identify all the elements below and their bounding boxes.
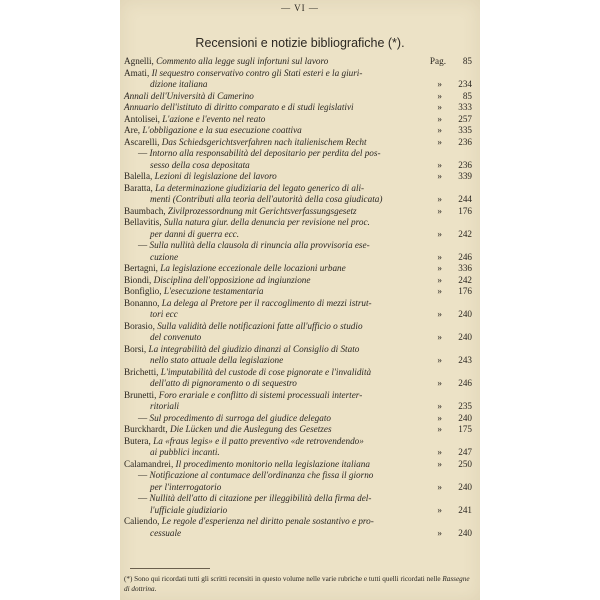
entry-title: Il procedimento monitorio nella legislazione italiana: [175, 458, 370, 469]
entry-page: 336: [458, 263, 472, 273]
ditto-mark: »: [437, 102, 442, 112]
entry-title: Foro erariale e conflitto di sistemi processuali interter-: [158, 389, 363, 400]
entry-title: Sulla nullità della clausola di rinuncia alla provvisoria ese-: [149, 240, 370, 250]
entry-title-continuation: tori ecc: [150, 309, 178, 319]
entry-page: 236: [458, 136, 472, 147]
index-entry: [124, 321, 474, 344]
entry-page: 339: [458, 171, 472, 181]
entry-author: —: [138, 412, 150, 423]
index-entry: [124, 240, 474, 263]
entry-title-continuation: menti (Contributi alla teoria dell'autorità della cosa giudicata): [150, 194, 383, 204]
index-entry: [124, 286, 474, 298]
entry-page: 333: [458, 102, 472, 112]
entry-page: 240: [458, 309, 472, 319]
entry-author: Ascarelli,: [124, 136, 162, 147]
entry-title-continuation: ritoriali: [150, 401, 180, 411]
entry-page: 246: [458, 251, 472, 262]
footnote-emphasis: Rassegne di dottrina: [124, 575, 470, 593]
entry-title: La integrabilità del giudizio dinanzi al Consiglio di Stato: [148, 343, 360, 354]
entry-author: Balella,: [124, 171, 155, 181]
entry-author: Brichetti,: [124, 366, 161, 377]
entry-title: Annali dell'Università di Camerino: [124, 90, 254, 101]
entry-title-continuation: per danni di guerra ecc.: [150, 228, 240, 239]
index-entry: [124, 183, 474, 206]
entry-author: —: [138, 148, 150, 158]
ditto-mark: »: [437, 424, 442, 434]
index-entry: [124, 171, 474, 183]
entry-title: Intorno alla responsabilità del depositario per perdita del pos-: [149, 148, 381, 158]
entry-title: L'esecuzione testamentaria: [163, 286, 264, 296]
ditto-mark: »: [437, 113, 442, 124]
entry-title-continuation: l'ufficiale giudiziario: [150, 504, 228, 515]
ditto-mark: »: [437, 332, 442, 342]
ditto-mark: »: [437, 90, 442, 101]
entry-title: L'obbligazione e la sua esecuzione coattiva: [142, 125, 302, 135]
entry-title: Das Schiedsgerichtsverfahren nach italienischem Recht: [161, 136, 367, 147]
entry-author: Bellavitis,: [124, 217, 164, 227]
entry-title-continuation: nello stato attuale della legislazione: [150, 355, 284, 365]
ditto-mark: »: [437, 481, 442, 492]
entry-page: 241: [458, 504, 472, 515]
entry-title: Sul procedimento di surroga del giudice delegato: [149, 412, 331, 423]
index-entry: [124, 68, 474, 91]
index-entry: [124, 148, 474, 171]
entry-title: La legislazione eccezionale delle locazioni urbane: [160, 263, 346, 273]
pag-label: Pag.: [429, 56, 446, 66]
entries-list: [124, 56, 474, 539]
entry-author: Borsi,: [124, 343, 149, 354]
ditto-mark: »: [437, 286, 442, 296]
entry-author: Agnelli,: [124, 56, 157, 66]
ditto-mark: »: [437, 79, 442, 89]
entry-page: 240: [458, 332, 472, 342]
ditto-mark: »: [437, 447, 442, 457]
ditto-mark: »: [437, 309, 442, 319]
page-number: — VI —: [281, 3, 319, 13]
entry-author: Calamandrei,: [124, 458, 176, 469]
ditto-mark: »: [437, 159, 442, 170]
entry-author: Baumbach,: [124, 205, 168, 216]
ditto-mark: »: [437, 263, 442, 273]
footnote: (*) Sono qui ricordati tutti gli scritti recensiti in questo volume nelle varie rubriche e tutti quelli ricordati nelle Rassegne di dottrina.: [124, 575, 470, 593]
ditto-mark: »: [437, 136, 442, 147]
entry-page: 242: [458, 228, 472, 239]
entry-title-continuation: cessuale: [150, 527, 182, 538]
entry-page: 234: [458, 79, 472, 89]
index-entry: [124, 424, 474, 436]
entry-title-continuation: dizione italiana: [150, 79, 208, 89]
entry-title: Die Lücken und die Auslegung des Gesetzes: [169, 424, 332, 434]
ditto-mark: »: [437, 355, 442, 365]
ditto-mark: »: [437, 458, 442, 469]
ditto-mark: »: [437, 171, 442, 181]
entry-page: 243: [458, 355, 472, 365]
ditto-mark: »: [437, 527, 442, 538]
entry-title-continuation: ai pubblici incanti.: [150, 447, 220, 457]
entry-author: Bonfiglio,: [124, 286, 164, 296]
index-entry: [124, 91, 474, 103]
index-entry: [124, 217, 474, 240]
index-entry: [124, 470, 474, 493]
ditto-mark: »: [437, 205, 442, 216]
index-entry: [124, 493, 474, 516]
index-entry: [124, 56, 474, 68]
index-entry: [124, 125, 474, 137]
entry-page: 244: [458, 194, 472, 204]
entry-title: Disciplina dell'opposizione ad ingiunzione: [153, 274, 311, 285]
entry-page: 175: [458, 424, 472, 434]
ditto-mark: »: [437, 125, 442, 135]
entry-title: La «fraus legis» e il patto preventivo «de retrovendendo»: [153, 435, 364, 446]
entry-author: Baratta,: [124, 182, 156, 193]
index-entry: [124, 263, 474, 275]
entry-page: 176: [458, 286, 472, 296]
entry-title-continuation: per l'interrogatorio: [150, 481, 222, 492]
entry-page: 242: [458, 274, 472, 285]
entry-title: Annuario dell'istituto di diritto comparato e di studi legislativi: [124, 102, 354, 112]
index-entry: [124, 459, 474, 471]
footnote-rule: [130, 568, 210, 569]
entry-author: —: [138, 493, 150, 503]
entry-title: La determinazione giudiziaria del legato generico di ali-: [155, 182, 365, 193]
entry-title: Le regole d'esperienza nel diritto penale sostantivo e pro-: [161, 516, 374, 526]
entry-page: 176: [458, 205, 472, 216]
index-entry: [124, 390, 474, 413]
entry-title: L'imputabilità del custode di cose pignorate e l'invalidità: [160, 366, 372, 377]
entry-page: 240: [458, 412, 472, 423]
entry-title: Sulla natura giur. della denuncia per revisione nel proc.: [163, 217, 370, 227]
entry-author: Borasio,: [124, 320, 158, 331]
ditto-mark: »: [437, 228, 442, 239]
entry-author: Butera,: [124, 435, 154, 446]
entry-page: 240: [458, 527, 472, 538]
entry-page: 250: [458, 458, 472, 469]
ditto-mark: »: [437, 194, 442, 204]
entry-title: Il sequestro conservativo contro gli Stati esteri e la giuri-: [151, 67, 363, 78]
index-entry: [124, 137, 474, 149]
ditto-mark: »: [437, 274, 442, 285]
entry-title: Zivilprozessordnung mit Gerichtsverfassungsgesetz: [167, 205, 357, 216]
entry-author: Biondi,: [124, 274, 154, 285]
ditto-mark: »: [437, 412, 442, 423]
entry-page: 85: [462, 56, 472, 66]
entry-title: Notificazione al contumace dell'ordinanza che fissa il giorno: [149, 470, 374, 480]
ditto-mark: »: [437, 251, 442, 262]
index-entry: [124, 344, 474, 367]
index-entry: [124, 114, 474, 126]
entry-title: Lezioni di legislazione del lavoro: [154, 171, 277, 181]
entry-page: 236: [458, 159, 472, 170]
entry-author: Bertagni,: [124, 263, 161, 273]
page-title: Recensioni e notizie bibliografiche (*).: [195, 36, 405, 50]
entry-title: Sulla validità delle notificazioni fatte all'ufficio o studio: [157, 320, 363, 331]
entry-author: Bonanno,: [124, 297, 162, 308]
entry-page: 247: [458, 447, 472, 457]
entry-page: 240: [458, 481, 472, 492]
entry-title: La delega al Pretore per il raccoglimento di mezzi istrut-: [161, 297, 372, 308]
entry-title-continuation: dell'atto di pignoramento o di sequestro: [150, 378, 297, 388]
entry-author: Brunetti,: [124, 389, 159, 400]
ditto-mark: »: [437, 401, 442, 411]
index-entry: [124, 102, 474, 114]
entry-title-continuation: del convenuto: [150, 332, 202, 342]
index-entry: [124, 516, 474, 539]
entry-page: 246: [458, 378, 472, 388]
index-entry: [124, 436, 474, 459]
entry-page: 257: [458, 113, 472, 124]
entry-author: Are,: [124, 125, 143, 135]
entry-page: 235: [458, 401, 472, 411]
entry-author: Amati,: [124, 67, 152, 78]
ditto-mark: »: [437, 504, 442, 515]
index-entry: [124, 298, 474, 321]
entry-author: —: [138, 240, 150, 250]
entry-title: Commento alla legge sugli infortuni sul lavoro: [156, 56, 329, 66]
entry-title-continuation: cuzione: [150, 251, 179, 262]
index-entry: [124, 206, 474, 218]
entry-title: L'azione e l'evento nel reato: [162, 113, 266, 124]
entry-page: 335: [458, 125, 472, 135]
index-entry: [124, 367, 474, 390]
entry-page: 85: [462, 90, 472, 101]
index-entry: [124, 275, 474, 287]
index-entry: [124, 413, 474, 425]
entry-author: Caliendo,: [124, 516, 162, 526]
ditto-mark: »: [437, 378, 442, 388]
entry-author: —: [138, 470, 150, 480]
entry-title-continuation: sesso della cosa depositata: [150, 159, 250, 170]
entry-author: Burckhardt,: [124, 424, 170, 434]
entry-title: Nullità dell'atto di citazione per illeggibilità della firma del-: [149, 493, 372, 503]
entry-author: Antolisei,: [124, 113, 163, 124]
book-page: [120, 0, 480, 600]
